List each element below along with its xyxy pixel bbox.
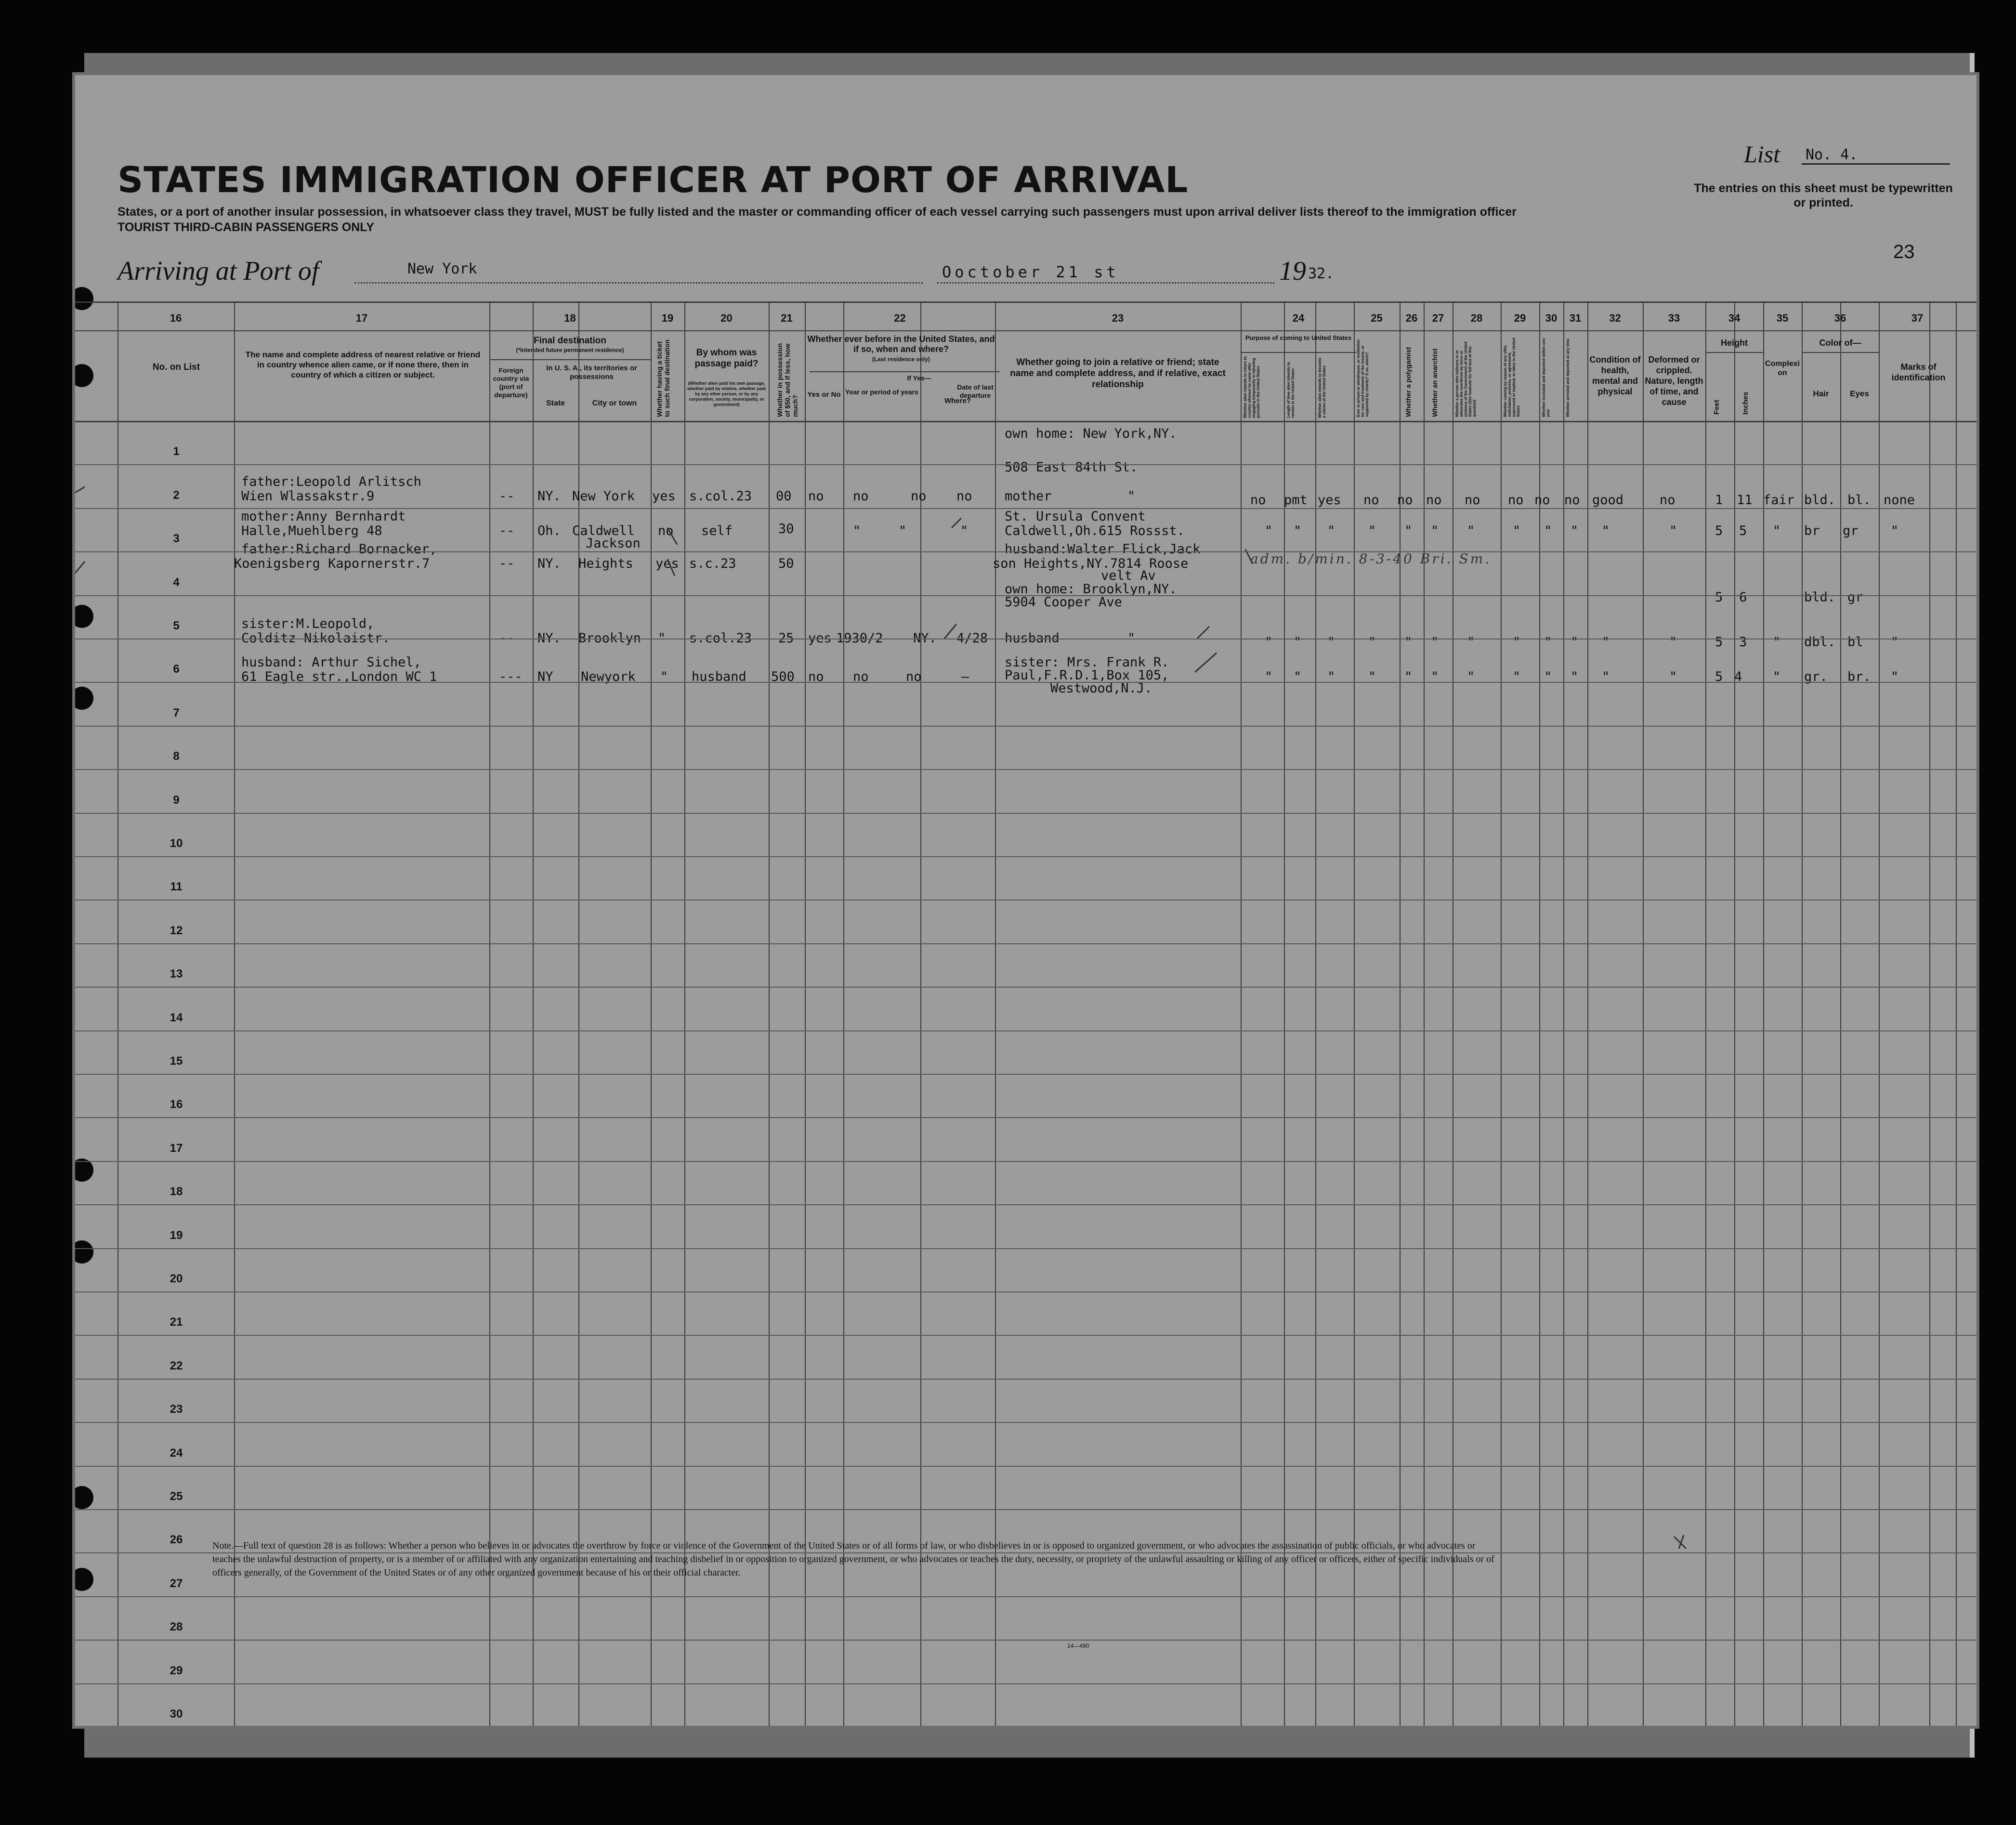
r7-c17-line2: 61 Eagle str.,London WC 1 — [241, 669, 437, 684]
r6-ditto: " — [1669, 635, 1677, 650]
r6-c22-where: NY. — [913, 631, 937, 646]
row-rule — [75, 1640, 1979, 1641]
r5-c23-line2: 5904 Cooper Ave — [1005, 595, 1122, 610]
col-number: 36 — [1834, 312, 1846, 324]
r6-c34-inches: 3 — [1739, 635, 1747, 650]
year-prefix: 19 — [1279, 256, 1306, 286]
r2-c18-foreign: -- — [499, 489, 515, 504]
r6-c22-yesno: yes — [808, 631, 832, 646]
row-number: 30 — [170, 1708, 183, 1721]
r7-c21: 500 — [771, 669, 795, 684]
r2-c34-feet: 1 — [1715, 493, 1723, 508]
header-yes-or-no: Yes or No — [807, 391, 841, 399]
row-number: 11 — [170, 880, 183, 894]
date-underline — [937, 282, 1274, 284]
col-number: 19 — [661, 312, 674, 324]
row-number: 25 — [170, 1490, 183, 1503]
r7-ditto: " — [1368, 669, 1376, 684]
check-mark — [668, 528, 677, 545]
row-rule — [75, 987, 1979, 988]
r3-ditto: " — [1891, 523, 1899, 538]
r7-c23-line3: Westwood,N.J. — [1050, 681, 1152, 696]
col-number: 20 — [720, 312, 733, 324]
row-number: 24 — [170, 1446, 183, 1460]
row-rule — [75, 1596, 1979, 1597]
r2-c20: s.col.23 — [689, 489, 752, 504]
header-eyes: Eyes — [1850, 389, 1869, 398]
r3-ditto: " — [1773, 523, 1781, 538]
r7-ditto: " — [1544, 669, 1552, 684]
row-rule — [75, 856, 1979, 857]
r2-c25: no — [1363, 493, 1379, 508]
r6-c18-foreign: -- — [499, 631, 515, 646]
r7-c23-line1: sister: Mrs. Frank R. — [1005, 655, 1169, 670]
r7-ditto: " — [1571, 669, 1579, 684]
r5-c34-inches: 6 — [1739, 590, 1747, 605]
header-ticket: Whether having a ticket to such final destination — [655, 339, 671, 417]
r6-ditto: " — [1404, 635, 1413, 650]
typewritten-note: The entries on this sheet must be typewritten or printed. — [1694, 182, 1953, 209]
r4-c23-line3: velt Av — [1101, 568, 1156, 583]
r2-c23: mother — [1005, 489, 1052, 504]
r4-c18-city: Heights — [578, 556, 633, 571]
r6-ditto: " — [1294, 635, 1302, 650]
row-number: 26 — [170, 1533, 183, 1547]
passenger-class: TOURIST THIRD-CABIN PASSENGERS ONLY — [118, 221, 374, 234]
header-final-destination: Final destination — [534, 336, 606, 346]
r7-c22-yesno: no — [808, 669, 824, 684]
r3-c34-feet: 5 — [1715, 523, 1723, 538]
r3-ditto: " — [1327, 523, 1335, 538]
row-rule — [75, 1248, 1979, 1249]
r7-c22-year: no — [853, 669, 869, 684]
r6-c18-state: NY. — [537, 631, 561, 646]
row-rule — [75, 726, 1979, 727]
r2-c36-hair: bld. — [1804, 493, 1836, 508]
row-number: 1 — [173, 445, 180, 458]
check-mark — [1197, 626, 1209, 639]
r1-c23-line1: own home: New York,NY. — [1005, 426, 1177, 441]
footnote-question-28: Note.—Full text of question 28 is as follows: Whether a person who believes in or advocates the overthrow by force or violence of the Government of the United States or of all forms of law, or who disbelieves in or is opposed to organized government, or who advocates the assassination of public officials, or who advocates or teaches the unlawful destruction of property, or is a member of or affiliated with any organization entertaining and teaching disbelief in or opposition to organized government, or who advocates or teaches the duty, necessity, or propriety of the unlawful assaulting or killing of any officer or officers, either of specific individuals or of officers generally, of the Government of the United States or of any other organized government because of his or their official character. — [212, 1540, 1494, 1578]
col-number: 33 — [1668, 312, 1680, 324]
r3-c19: no — [658, 523, 674, 538]
row-rule — [75, 682, 1979, 683]
row-rule — [75, 1204, 1979, 1205]
r3-ditto: " — [1467, 523, 1475, 538]
r6-ditto: " — [1467, 635, 1475, 650]
header-excluded: Whether excluded and deported within one year — [1542, 338, 1550, 417]
header-possession-50: Whether in possession of $50, and if less, how much? — [776, 343, 799, 417]
r3-ditto: " — [1294, 523, 1302, 538]
col-number: 23 — [1112, 312, 1124, 324]
row-rule — [75, 769, 1979, 770]
header-complexion: Complexion — [1765, 360, 1800, 377]
r7-c18-city: Newyork — [581, 669, 636, 684]
r4-c18-foreign: -- — [499, 556, 515, 571]
r6-c34-feet: 5 — [1715, 635, 1723, 650]
header-color-of: Color of— — [1819, 338, 1861, 348]
r2-c26: no — [1397, 493, 1413, 508]
check-mark — [952, 518, 961, 528]
r3-c17-line1: mother:Anny Bernhardt — [241, 509, 406, 524]
pencil-marks — [75, 301, 1979, 1729]
r7-c22-date: — — [961, 669, 969, 684]
header-purpose-return: Whether alien intends to return to country whence he came after engaging temporarily in laboring pursuits in the United States — [1243, 356, 1260, 418]
row-rule — [75, 1117, 1979, 1118]
row-rule — [75, 1683, 1979, 1684]
col-number: 30 — [1545, 312, 1558, 324]
r3-ditto: " — [1404, 523, 1413, 538]
r3-c22-where: " — [899, 523, 907, 538]
col-number: 16 — [170, 312, 182, 324]
col-number: 37 — [1911, 312, 1924, 324]
pencil-mark — [1674, 1535, 1686, 1549]
r2-c30: no — [1534, 493, 1550, 508]
col-number: 35 — [1776, 312, 1789, 324]
row-number: 16 — [170, 1098, 183, 1111]
col-number: 27 — [1432, 312, 1444, 324]
manifest-sheet — [72, 72, 1979, 1729]
header-last-departure: Date of last departure — [957, 383, 994, 399]
header-anarchist: Whether an anarchist — [1431, 348, 1439, 417]
r7-ditto: " — [660, 669, 668, 684]
row-rule — [75, 464, 1979, 465]
r2-c24-b: pmt — [1284, 493, 1308, 508]
port-value: New York — [407, 261, 477, 277]
r6-ditto: " — [1773, 635, 1781, 650]
row-number: 22 — [170, 1359, 183, 1372]
list-label: List — [1744, 141, 1780, 168]
r7-ditto: " — [1294, 669, 1302, 684]
r3-c18-city-line1: Caldwell — [572, 523, 635, 538]
r3-ditto: " — [1265, 523, 1273, 538]
check-mark — [1195, 653, 1217, 672]
col-number: 22 — [894, 312, 906, 324]
row-rule — [75, 1161, 1979, 1162]
r7-c36-eyes: br. — [1847, 669, 1871, 684]
header-labor-offer: Whether coming by reason of any offer, solicitation, promise, or agreement, expressed or implied, to labor in the United States — [1503, 338, 1520, 417]
header-where: Where? — [944, 397, 971, 405]
col-number: 29 — [1514, 312, 1526, 324]
header-deformed: Deformed or crippled. Nature, length of time, and cause — [1645, 355, 1703, 407]
row-rule — [75, 899, 1979, 900]
form-title: STATES IMMIGRATION OFFICER AT PORT OF ARRIVAL — [118, 159, 1189, 201]
r2-c34-inches: 11 — [1737, 493, 1753, 508]
r4-c23-line1: husband:Walter Flick,Jack — [1005, 542, 1201, 557]
r3-c22-date: " — [960, 523, 969, 538]
header-passage-paid: By whom was passage paid? — [694, 348, 759, 369]
r7-c22-where: no — [906, 669, 922, 684]
col-number: 21 — [781, 312, 793, 324]
check-mark — [75, 561, 85, 576]
r6-c23: husband — [1005, 631, 1060, 646]
r5-c36-eyes: gr — [1847, 590, 1863, 605]
row-number: 4 — [173, 575, 180, 589]
row-rule — [75, 1509, 1979, 1510]
r7-c17-line1: husband: Arthur Sichel, — [241, 655, 421, 670]
r2-c18-state: NY. — [537, 489, 561, 504]
r2-c17-line2: Wien Wlassakstr.9 — [241, 489, 375, 504]
row-rule — [75, 595, 1979, 596]
check-mark — [944, 624, 956, 639]
r2-c19: yes — [652, 489, 676, 504]
check-mark — [75, 487, 85, 494]
row-number: 15 — [170, 1055, 183, 1068]
arriving-label: Arriving at Port of — [118, 256, 319, 286]
r6-ditto: " — [658, 631, 666, 646]
r2-c22-date: no — [956, 489, 972, 504]
row-rule — [75, 1030, 1979, 1031]
col-number: 34 — [1728, 312, 1741, 324]
r6-ditto: " — [1368, 635, 1376, 650]
row-rule — [75, 508, 1979, 509]
row-number: 23 — [170, 1403, 183, 1416]
header-purpose-citizen: Whether alien intends to become a citizen of the United States — [1318, 357, 1326, 418]
page-number: 23 — [1893, 241, 1915, 262]
r6-c21: 25 — [778, 631, 794, 646]
r3-ditto: " — [1368, 523, 1376, 538]
r7-ditto: " — [1327, 669, 1335, 684]
r3-c18-state: Oh. — [537, 523, 561, 538]
r2-c27: no — [1426, 493, 1442, 508]
r7-c20: husband — [692, 669, 746, 684]
year-suffix: 32. — [1308, 265, 1335, 282]
r2-c28: no — [1465, 493, 1480, 508]
r5-c36-hair: bld. — [1804, 590, 1836, 605]
r7-ditto: " — [1773, 669, 1781, 684]
header-feet: Feet — [1713, 400, 1721, 415]
r6-ditto: " — [1431, 635, 1439, 650]
form-instructions: States, or a port of another insular possession, in whatsoever class they travel, MUST be fully listed and the master or commanding officer of each vessel carrying such passengers must upon arrival deliver lists thereof to the immigration officer — [118, 205, 1517, 219]
col-number: 28 — [1470, 312, 1483, 324]
r7-ditto: " — [1467, 669, 1475, 684]
col-number: 25 — [1371, 312, 1383, 324]
r4-c21: 50 — [778, 556, 794, 571]
header-relative-address: The name and complete address of nearest relative or friend in country whence alien came, or if none there, then in country of which a citizen or subject. — [245, 350, 481, 379]
header-purpose: Purpose of coming to United States — [1245, 334, 1352, 341]
r7-ditto: " — [1513, 669, 1521, 684]
r6-ditto: " — [1544, 635, 1552, 650]
header-purpose-length: Length of time alien intends to remain in the United States — [1286, 362, 1295, 418]
r2-c21: 00 — [776, 489, 792, 504]
r7-ditto: " — [1669, 669, 1677, 684]
r3-ditto: " — [1513, 523, 1521, 538]
r2-c22-yesno: no — [808, 489, 824, 504]
r6-c22-year: 1930/2 — [836, 631, 883, 646]
rule — [75, 1727, 1979, 1728]
header-arrested: Whether arrested and deported at any time — [1566, 339, 1570, 417]
r7-ditto: " — [1431, 669, 1439, 684]
r6-c20: s.col.23 — [689, 631, 752, 646]
r6-ditto: " — [1891, 635, 1899, 650]
r4-c17-line2: Koenigsberg Kapornerstr.7 — [234, 556, 430, 571]
header-inches: Inches — [1741, 391, 1750, 415]
row-rule — [75, 1291, 1979, 1292]
r4-c18-state: NY. — [537, 556, 561, 571]
row-rule — [75, 551, 1979, 552]
r7-c18-state: NY — [537, 669, 553, 684]
row-number: 7 — [173, 706, 180, 719]
row-number: 9 — [173, 793, 180, 807]
header-height: Height — [1721, 338, 1748, 348]
r5-c23-line1: own home: Brooklyn,NY. — [1005, 582, 1177, 597]
header-polygamist: Whether a polygamist — [1404, 347, 1412, 417]
row-number: 14 — [170, 1011, 183, 1024]
r4-handwritten-annotation: adm. b/min. 8-3-40 Bri. Sm. — [1250, 551, 1492, 567]
header-destination-note: (*Intended future permanent residence) — [516, 347, 624, 353]
row-number: 8 — [173, 750, 180, 763]
r2-c24-c: yes — [1318, 493, 1341, 508]
r2-c31: no — [1564, 493, 1580, 508]
r3-c17-line2: Halle,Muehlberg 48 — [241, 523, 382, 538]
r2-c22-year: no — [853, 489, 869, 504]
r6-ditto: " — [1327, 635, 1335, 650]
r3-ditto: " — [1431, 523, 1439, 538]
header-city: City or town — [592, 399, 637, 407]
row-number: 2 — [173, 488, 180, 502]
row-rule — [75, 1466, 1979, 1467]
header-hair: Hair — [1813, 389, 1829, 398]
header-last-residence: (Last residence only) — [872, 356, 930, 363]
header-usa-territories: In U. S. A., its territories or possessions — [546, 364, 637, 381]
r5-c34-feet: 5 — [1715, 590, 1723, 605]
r2-c23-ditto: " — [1127, 489, 1136, 504]
r3-c18-foreign: -- — [499, 523, 515, 538]
header-if-yes: If Yes— — [907, 374, 931, 382]
row-number: 10 — [170, 837, 183, 850]
row-rule — [75, 1335, 1979, 1336]
r4-c20: s.c.23 — [689, 556, 736, 571]
r7-ditto: " — [1404, 669, 1413, 684]
r6-c36-hair: dbl. — [1804, 635, 1836, 650]
r6-c36-eyes: bl — [1847, 635, 1863, 650]
header-passage-note: (Whether alien paid his own passage, whether paid by relative, whether paid by any other person, or by any corporation, society, municipality, or government) — [687, 381, 766, 407]
row-number: 18 — [170, 1185, 183, 1199]
r3-c21: 30 — [778, 521, 794, 536]
col-number: 24 — [1292, 312, 1305, 324]
r4-c19: yes — [655, 556, 679, 571]
header-state: State — [546, 399, 565, 407]
col-number: 32 — [1609, 312, 1621, 324]
col-number: 26 — [1405, 312, 1418, 324]
r3-c34-inches: 5 — [1739, 523, 1747, 538]
check-mark — [668, 559, 675, 576]
r3-c22-year: " — [853, 523, 861, 538]
r1-c23-line2: 508 East 84th St. — [1005, 460, 1138, 475]
r7-ditto: " — [1602, 669, 1610, 684]
r6-c17-line2: Colditz Nikolaistr. — [241, 631, 390, 646]
row-rule — [75, 943, 1979, 944]
r3-ditto: " — [1669, 523, 1677, 538]
manifest-table — [75, 301, 1979, 1729]
r6-c22-date: 4/28 — [956, 631, 988, 646]
r3-c36-eyes: gr — [1843, 523, 1859, 538]
row-number: 28 — [170, 1620, 183, 1634]
r6-ditto: " — [1571, 635, 1579, 650]
r6-c18-city: Brooklyn — [578, 631, 641, 646]
r2-c33: no — [1660, 493, 1676, 508]
col-number: 31 — [1569, 312, 1582, 324]
r2-c22-where: no — [911, 489, 927, 504]
r4-c17-line1: father:Richard Bornacker, — [241, 542, 437, 557]
r3-ditto: " — [1544, 523, 1552, 538]
r2-c37: none — [1884, 493, 1915, 508]
r7-c34-feet: 5 — [1715, 669, 1723, 684]
r7-c36-hair: gr. — [1804, 669, 1828, 684]
header-no-on-list: No. on List — [152, 362, 200, 372]
r3-c18-city-line2: Jackson — [586, 536, 641, 551]
r6-ditto: " — [1127, 631, 1136, 646]
header-overthrow: Whether a person who believes in or advocates the overthrow by force or violence of the Government of the United States (See footnote for full text of this question) — [1455, 341, 1477, 417]
r7-ditto: " — [1265, 669, 1273, 684]
row-rule — [75, 1422, 1979, 1423]
r7-c18-foreign: --- — [499, 669, 523, 684]
header-health: Condition of health, mental and physical — [1589, 355, 1641, 396]
row-number: 3 — [173, 532, 180, 546]
date-value: Ooctober 21 st — [942, 263, 1119, 281]
header-foreign-country: Foreign country via (port of departure) — [493, 366, 529, 399]
r2-c35: fair — [1763, 493, 1795, 508]
r7-ditto: " — [1891, 669, 1899, 684]
port-underline — [354, 282, 923, 284]
row-number: 20 — [170, 1272, 183, 1285]
r2-c18-city: New York — [572, 489, 635, 504]
row-number: 29 — [170, 1664, 183, 1677]
row-number: 13 — [170, 967, 183, 981]
r3-c36-hair: br — [1804, 523, 1820, 538]
r3-c23-line1: St. Ursula Convent — [1005, 509, 1146, 524]
row-number: 27 — [170, 1577, 183, 1590]
r2-c29: no — [1508, 493, 1524, 508]
r2-c32: good — [1592, 493, 1624, 508]
r3-c23-line2: Caldwell,Oh.615 Rossst. — [1005, 523, 1185, 538]
row-rule — [75, 813, 1979, 814]
r7-c23-line2: Paul,F.R.D.1,Box 105, — [1005, 668, 1169, 683]
col-number: 17 — [355, 312, 368, 324]
col-number: 18 — [564, 312, 576, 324]
r6-ditto: " — [1265, 635, 1273, 650]
r2-c17-line1: father:Leopold Arlitsch — [241, 474, 421, 489]
row-number: 19 — [170, 1228, 183, 1242]
r2-c36-eyes: bl. — [1847, 493, 1871, 508]
row-number: 5 — [173, 619, 180, 632]
row-number: 6 — [173, 663, 180, 676]
r3-ditto: " — [1602, 523, 1610, 538]
r7-c34-inches: 4 — [1734, 669, 1742, 684]
header-joining-relative: Whether going to join a relative or friend; state name and complete address, and if relative, exact relationship — [1010, 357, 1226, 390]
r4-c23-line2: son Heights,NY.7814 Roose — [993, 556, 1189, 571]
header-marks: Marks of identification — [1891, 362, 1946, 382]
header-year-period: Year or period of years — [845, 388, 918, 396]
row-rule — [75, 1727, 1979, 1728]
row-number: 17 — [170, 1141, 183, 1155]
r6-c17-line1: sister:M.Leopold, — [241, 616, 375, 631]
r3-c20: self — [701, 523, 733, 538]
r2-c24-a: no — [1250, 493, 1266, 508]
r3-ditto: " — [1571, 523, 1579, 538]
r6-ditto: " — [1513, 635, 1521, 650]
list-number: No. 4. — [1802, 146, 1950, 165]
form-number: 14—490 — [1067, 1642, 1089, 1649]
row-rule — [75, 1379, 1979, 1380]
row-number: 21 — [170, 1316, 183, 1329]
r6-ditto: " — [1602, 635, 1610, 650]
row-rule — [75, 1074, 1979, 1075]
header-prison: Ever in prison or almshouse, or institution for care and treatment of the insane, or supported by charity? If so, which? — [1356, 339, 1369, 417]
header-previously-in-us: Whether ever before in the United States, and if so, when and where? — [807, 334, 995, 354]
row-number: 12 — [170, 924, 183, 937]
